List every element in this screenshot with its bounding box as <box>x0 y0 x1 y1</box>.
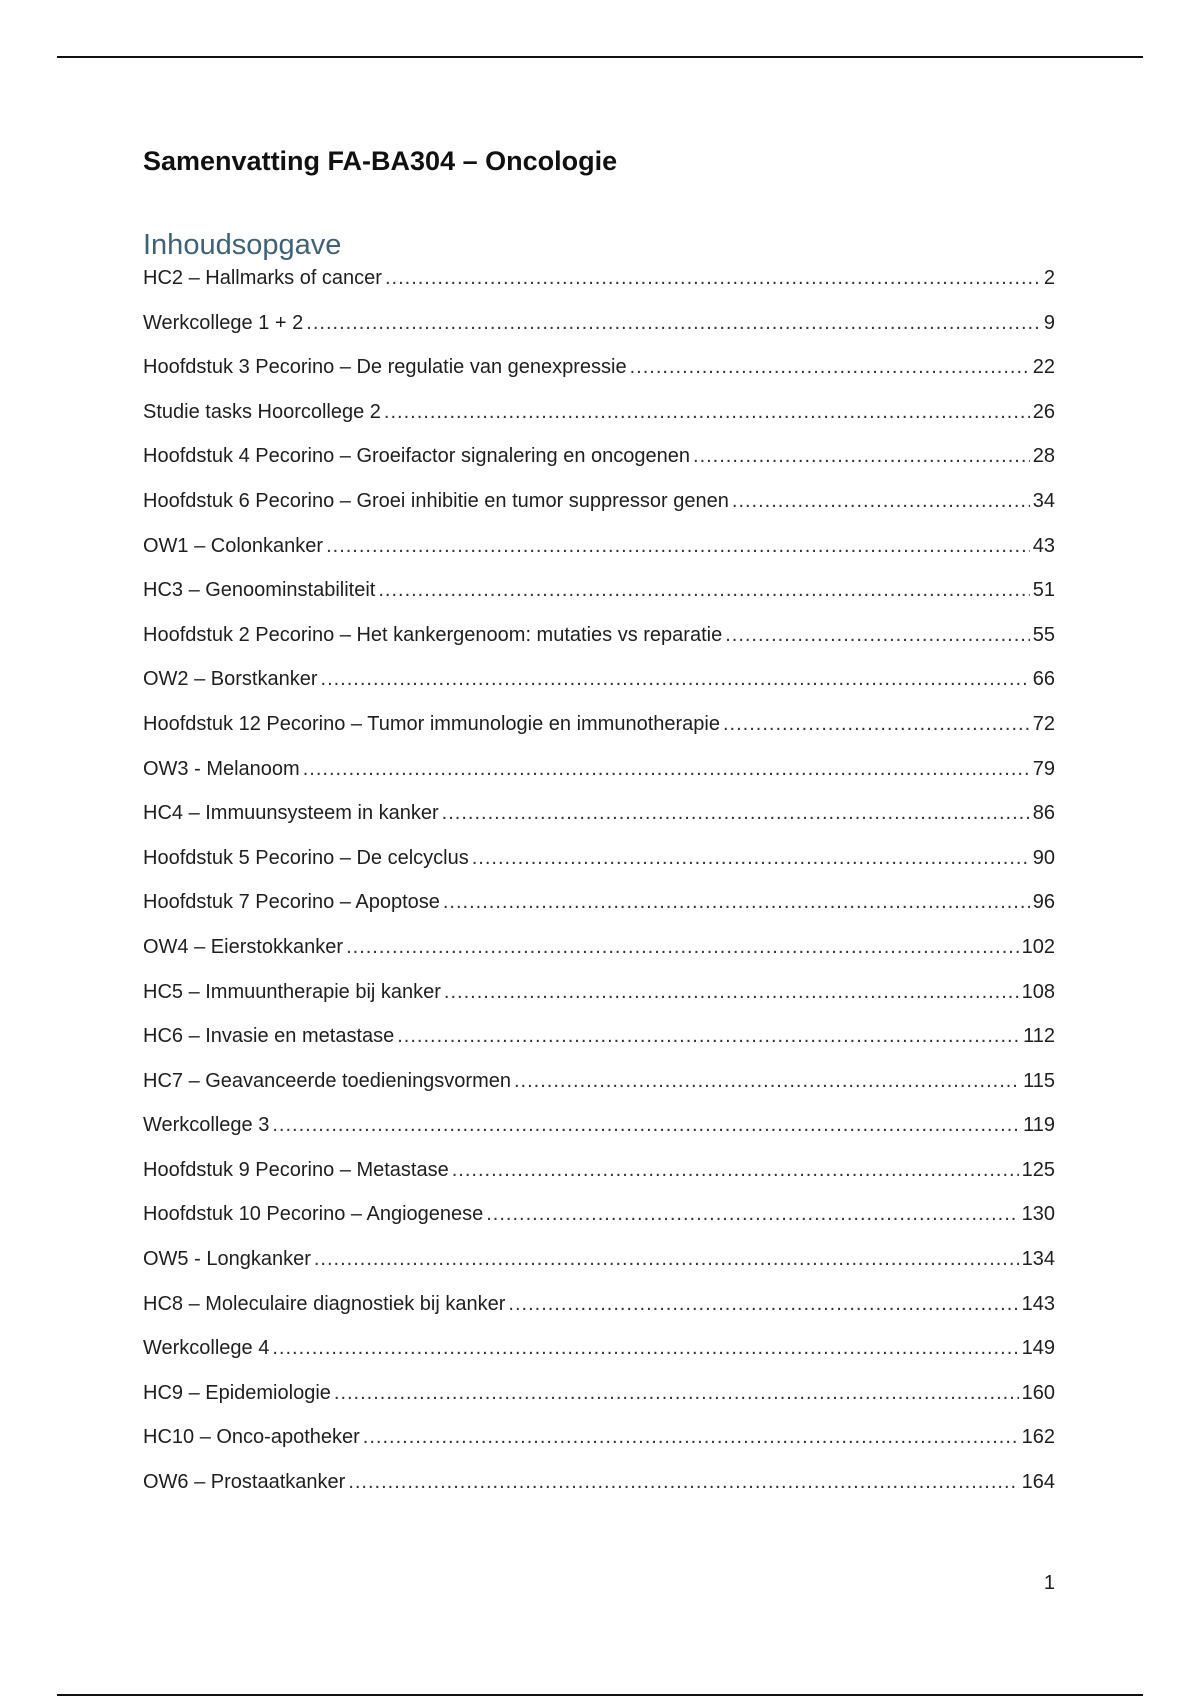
toc-entry-label: HC10 – Onco-apotheker <box>143 1426 360 1449</box>
toc-entry[interactable] <box>143 980 1055 1025</box>
toc-dot-leader <box>486 1202 1018 1227</box>
toc-dot-leader <box>363 1425 1019 1450</box>
toc-entry-page: 28 <box>1032 445 1055 468</box>
toc-dot-leader <box>693 444 1030 469</box>
toc-entry-label: OW1 – Colonkanker <box>143 534 324 557</box>
toc-entry-page: 72 <box>1032 712 1055 735</box>
toc-entry[interactable] <box>143 311 1055 356</box>
document-title: Samenvatting FA-BA304 – Oncologie <box>143 146 618 176</box>
toc-entry[interactable] <box>143 667 1055 712</box>
toc-dot-leader <box>348 1470 1018 1495</box>
toc-dot-leader <box>321 667 1030 692</box>
toc-dot-leader <box>326 534 1030 559</box>
toc-entry[interactable] <box>143 1113 1055 1158</box>
toc-dot-leader <box>272 1113 1020 1138</box>
toc-entry-label: Hoofdstuk 7 Pecorino – Apoptose <box>143 891 440 914</box>
toc-entry-label: OW4 – Eierstokkanker <box>143 935 344 958</box>
toc-dot-leader <box>725 623 1030 648</box>
toc-entry-label: Hoofdstuk 10 Pecorino – Angiogenese <box>143 1203 484 1226</box>
toc-entry-label: Hoofdstuk 2 Pecorino – Het kankergenoom: mutaties vs reparatie <box>143 623 723 646</box>
toc-dot-leader <box>443 890 1030 915</box>
toc-entry-label: OW6 – Prostaatkanker <box>143 1471 346 1494</box>
toc-entry-label: OW5 - Longkanker <box>143 1248 311 1271</box>
toc-dot-leader <box>444 980 1019 1005</box>
toc-entry[interactable] <box>143 266 1055 311</box>
toc-entry-label: Hoofdstuk 12 Pecorino – Tumor immunologie en immunotherapie <box>143 712 720 735</box>
toc-entry-label: Hoofdstuk 6 Pecorino – Groei inhibitie en tumor suppressor genen <box>143 489 729 512</box>
toc-entry-page: 22 <box>1032 356 1055 379</box>
toc-entry-page: 149 <box>1021 1337 1055 1360</box>
toc-entry[interactable] <box>143 444 1055 489</box>
toc-entry[interactable] <box>143 355 1055 400</box>
page-number: 1 <box>1043 1572 1055 1594</box>
toc-dot-leader <box>508 1292 1018 1317</box>
toc-entry-label: Werkcollege 3 <box>143 1114 270 1137</box>
toc-entry[interactable] <box>143 489 1055 534</box>
toc-entry-page: 125 <box>1021 1158 1055 1181</box>
toc-entry[interactable] <box>143 1158 1055 1203</box>
toc-entry-page: 112 <box>1023 1025 1055 1048</box>
toc-entry[interactable] <box>143 1381 1055 1426</box>
toc-entry[interactable] <box>143 1069 1055 1114</box>
toc-dot-leader <box>346 935 1019 960</box>
toc-entry[interactable] <box>143 578 1055 623</box>
toc-entry-label: Studie tasks Hoorcollege 2 <box>143 400 381 423</box>
toc-dot-leader <box>334 1381 1019 1406</box>
toc-entry[interactable] <box>143 1292 1055 1337</box>
toc-dot-leader <box>514 1069 1020 1094</box>
toc-entry-label: Hoofdstuk 3 Pecorino – De regulatie van genexpressie <box>143 356 627 379</box>
toc-entry[interactable] <box>143 712 1055 757</box>
toc-dot-leader <box>378 578 1029 603</box>
toc-entry-label: HC7 – Geavanceerde toedieningsvormen <box>143 1069 511 1092</box>
toc-entry-page: 115 <box>1023 1069 1055 1092</box>
toc-dot-leader <box>732 489 1030 514</box>
toc-dot-leader <box>272 1336 1018 1361</box>
toc-entry-label: OW2 – Borstkanker <box>143 668 318 691</box>
toc-entry-label: HC4 – Immuunsysteem in kanker <box>143 802 439 825</box>
toc-entry-label: Werkcollege 4 <box>143 1337 270 1360</box>
toc-entry-page: 26 <box>1032 400 1055 423</box>
toc-entry-page: 2 <box>1043 267 1055 289</box>
toc-entry-page: 134 <box>1021 1248 1055 1271</box>
toc-entry-page: 55 <box>1032 623 1055 646</box>
toc-entry-label: HC8 – Moleculaire diagnostiek bij kanker <box>143 1292 506 1315</box>
toc-dot-leader <box>385 266 1040 291</box>
toc-entry[interactable] <box>143 623 1055 668</box>
toc-dot-leader <box>314 1247 1019 1272</box>
toc-entry-page: 130 <box>1021 1203 1055 1226</box>
toc-dot-leader <box>630 355 1030 380</box>
toc-entry-label: HC3 – Genoominstabiliteit <box>143 579 376 602</box>
header-rule <box>57 56 1143 58</box>
toc-entry-page: 164 <box>1021 1471 1055 1494</box>
toc-entry-label: HC6 – Invasie en metastase <box>143 1025 395 1048</box>
toc-entry-page: 9 <box>1043 311 1055 334</box>
toc-entry[interactable] <box>143 846 1055 891</box>
toc-dot-leader <box>303 757 1030 782</box>
toc-heading: Inhoudsopgave <box>143 229 342 261</box>
toc-entry[interactable] <box>143 1425 1055 1470</box>
toc-entry-page: 34 <box>1032 489 1055 512</box>
toc-entry-page: 108 <box>1021 980 1055 1003</box>
toc-entry-page: 90 <box>1032 846 1055 869</box>
toc-entry-page: 119 <box>1023 1114 1055 1137</box>
toc-entry-page: 86 <box>1032 802 1055 825</box>
toc-dot-leader <box>472 846 1030 871</box>
table-of-contents <box>143 266 1055 1515</box>
toc-entry-page: 162 <box>1021 1426 1055 1449</box>
toc-entry[interactable] <box>143 1247 1055 1292</box>
toc-entry-label: Hoofdstuk 9 Pecorino – Metastase <box>143 1158 449 1181</box>
toc-entry-label: OW3 - Melanoom <box>143 757 300 780</box>
toc-entry-page: 66 <box>1032 668 1055 691</box>
toc-dot-leader <box>452 1158 1019 1183</box>
toc-dot-leader <box>306 311 1040 336</box>
toc-entry-page: 96 <box>1032 891 1055 914</box>
toc-entry[interactable] <box>143 534 1055 579</box>
toc-entry-label: HC5 – Immuuntherapie bij kanker <box>143 980 441 1003</box>
toc-entry[interactable] <box>143 400 1055 445</box>
toc-entry[interactable] <box>143 1336 1055 1381</box>
toc-entry-page: 143 <box>1021 1292 1055 1315</box>
toc-entry[interactable] <box>143 1024 1055 1069</box>
toc-dot-leader <box>397 1024 1020 1049</box>
toc-dot-leader <box>723 712 1030 737</box>
toc-entry-label: Werkcollege 1 + 2 <box>143 311 304 334</box>
toc-entry-page: 51 <box>1032 579 1055 602</box>
footer-rule <box>57 1694 1143 1696</box>
toc-entry-page: 79 <box>1032 757 1055 780</box>
toc-entry-label: Hoofdstuk 5 Pecorino – De celcyclus <box>143 846 469 869</box>
toc-entry-label: HC9 – Epidemiologie <box>143 1381 331 1404</box>
toc-entry-label: Hoofdstuk 4 Pecorino – Groeifactor signalering en oncogenen <box>143 445 691 468</box>
toc-entry[interactable] <box>143 890 1055 935</box>
toc-entry[interactable] <box>143 1470 1055 1515</box>
toc-entry[interactable] <box>143 935 1055 980</box>
toc-entry-page: 102 <box>1021 935 1055 958</box>
toc-dot-leader <box>442 801 1030 826</box>
toc-entry-page: 43 <box>1032 534 1055 557</box>
toc-entry-label: HC2 – Hallmarks of cancer <box>143 267 382 289</box>
toc-dot-leader <box>384 400 1030 425</box>
toc-entry-page: 160 <box>1021 1381 1055 1404</box>
toc-entry[interactable] <box>143 757 1055 802</box>
toc-entry[interactable] <box>143 801 1055 846</box>
toc-entry[interactable] <box>143 1202 1055 1247</box>
